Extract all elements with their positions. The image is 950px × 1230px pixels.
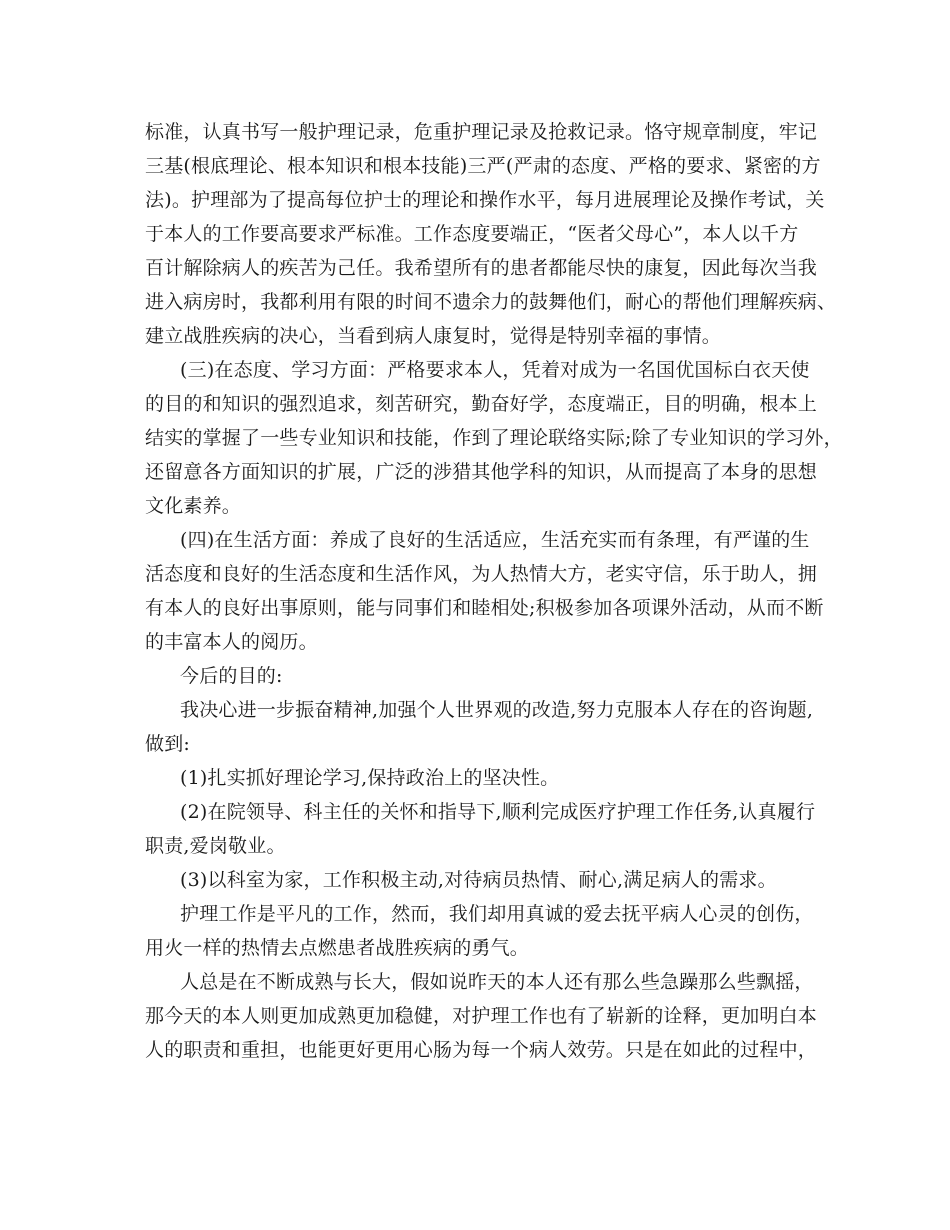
text-line: 职责,爱岗敬业。 [145,835,286,857]
text-line: 百计解除病人的疾苦为己任。我希望所有的患者都能尽快的康复，因此每次当我 [145,257,818,279]
text-line: 有本人的良好出事原则，能与同事们和睦相处;积极参加各项课外活动，从而不断 [145,597,824,619]
text-line: 标准，认真书写一般护理记录，危重护理记录及抢救记录。恪守规章制度，牢记 [145,121,818,143]
text-line: 那今天的本人则更加成熟更加稳健，对护理工作也有了崭新的诠释，更加明白本 [145,1005,818,1027]
text-line: 我决心进一步振奋精神,加强个人世界观的改造,努力克服本人存在的咨询题, [180,699,814,721]
text-line: 结实的掌握了一些专业知识和技能，作到了理论联络实际;除了专业知识的学习外， [145,427,843,449]
text-line: 人总是在不断成熟与长大，假如说昨天的本人还有那么些急躁那么些飘摇， [180,971,814,993]
list-item: (1)扎实抓好理论学习,保持政治上的坚决性。 [180,767,560,789]
list-item: (2)在院领导、科主任的关怀和指导下,顺利完成医疗护理工作任务,认真履行 [180,801,816,823]
text-line: 的丰富本人的阅历。 [145,631,318,653]
text-line: 于本人的工作要高要求严标准。工作态度要端正，“医者父母心”，本人以千方 [145,223,799,245]
text-line: 活态度和良好的生活态度和生活作风，为人热情大方，老实守信，乐于助人，拥 [145,563,818,585]
section-heading-future-goals: 今后的目的: [180,665,283,687]
text-line: 用火一样的热情去点燃患者战胜疾病的勇气。 [145,937,530,959]
section-heading-attitude-study: (三)在态度、学习方面：严格要求本人，凭着对成为一名国优国标白衣天使 [180,359,810,381]
list-item: (3)以科室为家，工作积极主动,对待病员热情、耐心,满足病人的需求。 [180,869,777,891]
text-line: 做到: [145,733,191,755]
text-line: 人的职责和重担，也能更好更用心肠为每一个病人效劳。只是在如此的过程中， [145,1039,818,1061]
text-line: 进入病房时，我都利用有限的时间不遗余力的鼓舞他们，耐心的帮他们理解疾病、 [145,291,837,313]
text-line: 的目的和知识的强烈追求，刻苦研究，勤奋好学，态度端正，目的明确，根本上 [145,393,818,415]
text-line: 还留意各方面知识的扩展，广泛的涉猎其他学科的知识，从而提高了本身的思想 [145,461,818,483]
text-line: 三基(根底理论、根本知识和根本技能)三严(严肃的态度、严格的要求、紧密的方 [145,155,821,177]
text-line: 建立战胜疾病的决心，当看到病人康复时，觉得是特别幸福的事情。 [145,325,722,347]
text-line: 文化素养。 [145,495,242,517]
text-line: 法)。护理部为了提高每位护士的理论和操作水平，每月进展理论及操作考试，关 [145,189,825,211]
text-line: 护理工作是平凡的工作，然而，我们却用真诚的爱去抚平病人心灵的创伤， [180,903,814,925]
section-heading-life: (四)在生活方面：养成了良好的生活适应，生活充实而有条理，有严谨的生 [180,529,810,551]
